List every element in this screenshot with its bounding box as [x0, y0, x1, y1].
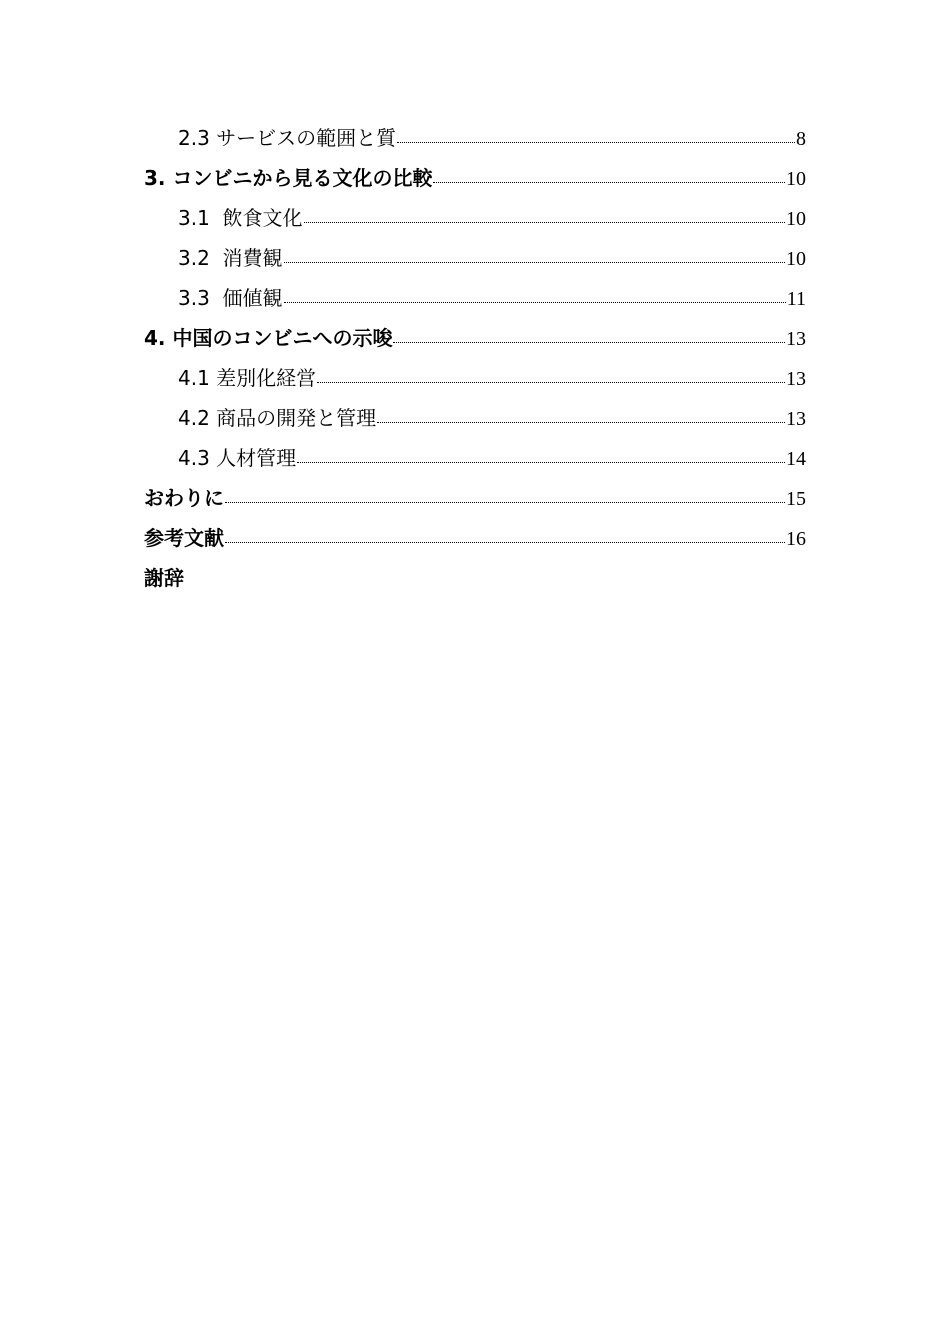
toc-page-number: 8 [796, 128, 806, 150]
toc-entry-label: 4.2 商品の開発と管理 [178, 406, 377, 430]
toc-entry[interactable] [144, 438, 806, 478]
toc-entry-label: 2.3 サービスの範囲と質 [178, 126, 397, 150]
toc-entry[interactable] [144, 238, 806, 278]
toc-page-number: 11 [786, 288, 806, 310]
toc-page-number: 14 [786, 448, 806, 470]
toc-entry[interactable] [144, 278, 806, 318]
toc-entry-label: 4.1 差別化経営 [178, 366, 317, 390]
toc-dot-leader [393, 342, 785, 343]
toc-entry[interactable] [144, 198, 806, 238]
toc-page-number: 13 [786, 368, 806, 390]
toc-page-number: 16 [786, 528, 806, 550]
toc-entry-label: 謝辞 [144, 566, 184, 590]
toc-dot-leader [317, 382, 785, 383]
toc-dot-leader [433, 182, 785, 183]
toc-page-number: 10 [786, 248, 806, 270]
toc-page-number: 13 [786, 408, 806, 430]
toc-dot-leader [225, 542, 785, 543]
toc-entry[interactable] [144, 478, 806, 518]
toc-entry-label: 3.3 価値観 [178, 286, 283, 310]
toc-dot-leader [377, 422, 785, 423]
toc-entry[interactable] [144, 558, 806, 598]
toc-entry[interactable] [144, 398, 806, 438]
toc-entry[interactable] [144, 358, 806, 398]
table-of-contents [144, 118, 806, 598]
toc-entry-label: 参考文献 [144, 526, 224, 550]
toc-dot-leader [284, 262, 785, 263]
toc-entry[interactable] [144, 158, 806, 198]
toc-entry[interactable] [144, 318, 806, 358]
toc-entry-label: 4.3 人材管理 [178, 446, 297, 470]
toc-entry-label: 4. 中国のコンビニへの示唆 [144, 326, 393, 350]
toc-entry[interactable] [144, 518, 806, 558]
toc-entry-label: 3. コンビニから見る文化の比較 [144, 166, 433, 190]
toc-page-number: 15 [786, 488, 806, 510]
toc-dot-leader [304, 222, 785, 223]
toc-dot-leader [284, 302, 786, 303]
toc-page-number: 13 [786, 328, 806, 350]
toc-entry-label: 3.2 消費観 [178, 246, 283, 270]
toc-entry-label: 3.1 飲食文化 [178, 206, 303, 230]
toc-page-number: 10 [786, 208, 806, 230]
toc-dot-leader [297, 462, 785, 463]
toc-dot-leader [225, 502, 785, 503]
toc-dot-leader [397, 142, 795, 143]
toc-page-number: 10 [786, 168, 806, 190]
toc-entry-label: おわりに [144, 486, 224, 510]
toc-entry[interactable] [144, 118, 806, 158]
